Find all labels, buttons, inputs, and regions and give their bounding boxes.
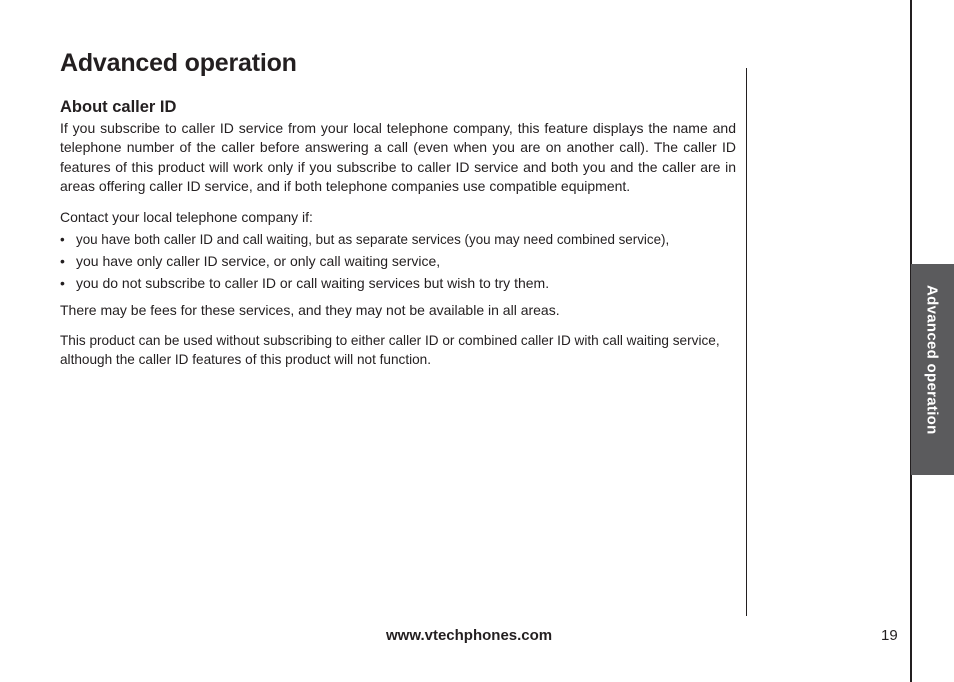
- list-item-text: you have only caller ID service, or only call waiting service,: [76, 253, 441, 270]
- list-item: [60, 230, 736, 249]
- list-item: [60, 252, 736, 271]
- without-subscription-paragraph: This product can be used without subscribing to either caller ID or combined caller ID with call waiting service, although the caller ID features of this product will not function.: [60, 332, 720, 368]
- list-item: [60, 274, 736, 293]
- side-tab-label: Advanced operation: [923, 285, 941, 435]
- section-side-tab: [911, 264, 954, 475]
- list-item-text: you have both caller ID and call waiting, but as separate services (you may need combined service),: [76, 232, 670, 248]
- fees-paragraph: There may be fees for these services, and they may not be available in all areas.: [60, 302, 560, 319]
- bullet-icon: •: [60, 253, 65, 270]
- page-title: Advanced operation: [60, 49, 297, 77]
- column-divider: [746, 68, 747, 616]
- section-heading: About caller ID: [60, 98, 177, 116]
- list-item-text: you do not subscribe to caller ID or call waiting services but wish to try them.: [76, 275, 550, 292]
- body-content: [60, 119, 736, 370]
- contact-line: Contact your local telephone company if:: [60, 208, 313, 225]
- bullet-icon: •: [60, 275, 65, 292]
- page-number: 19: [881, 627, 898, 644]
- bullet-icon: •: [60, 232, 65, 248]
- intro-paragraph: If you subscribe to caller ID service from your local telephone company, this feature displays the name and telephone number of the caller before answering a call (even when you are on another call). The caller ID features of this product will work only if you subscribe to caller ID service and both you and the caller are in areas offering caller ID service, and if both telephone companies use compatible equipment.: [60, 120, 736, 195]
- condition-list: [60, 230, 736, 293]
- footer-url: www.vtechphones.com: [386, 627, 553, 644]
